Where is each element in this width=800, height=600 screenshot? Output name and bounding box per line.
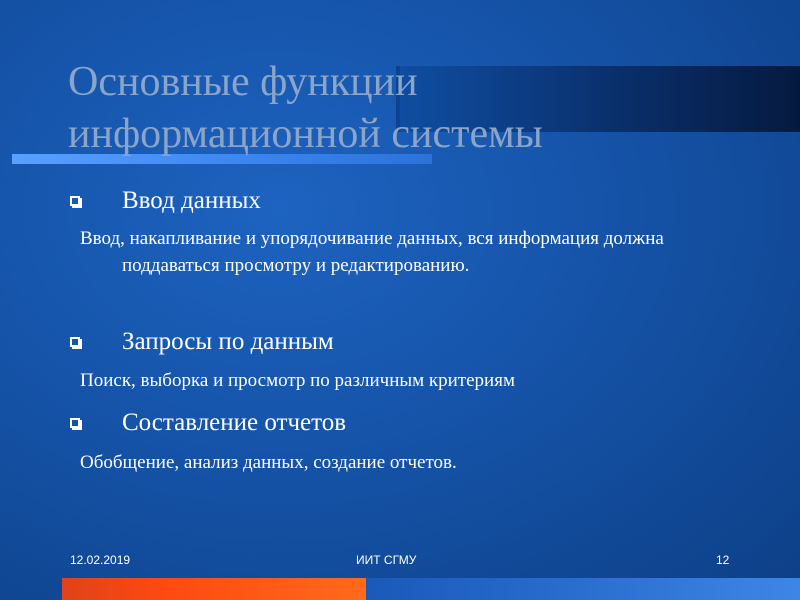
- title-line-2: информационной системы: [68, 111, 543, 157]
- footer-center-text: ИИТ СГМУ: [356, 553, 417, 567]
- checkbox-bullet-icon: [70, 337, 80, 347]
- checkbox-bullet-icon: [70, 196, 80, 206]
- bullet-description: Обобщение, анализ данных, создание отчетов.: [80, 452, 457, 473]
- title-line-1: Основные функции: [68, 59, 418, 105]
- bullet-heading: Ввод данных: [122, 187, 261, 214]
- bullet-heading: Запросы по данным: [122, 328, 334, 355]
- bottom-blue-bar: [366, 578, 800, 600]
- checkbox-bullet-icon: [70, 418, 80, 428]
- bullet-description: Ввод, накапливание и упорядочивание данных, вся информация должна поддаваться просмотру и редактированию.: [80, 228, 664, 276]
- bullet-heading: Составление отчетов: [122, 409, 347, 436]
- list-item: [70, 186, 261, 216]
- list-item: [70, 327, 334, 357]
- footer-page-number: 12: [716, 553, 730, 567]
- bottom-red-bar: [62, 578, 366, 600]
- footer-date: 12.02.2019: [70, 553, 131, 567]
- list-item: [70, 408, 347, 438]
- bullet-description: Поиск, выборка и просмотр по различным критериям: [80, 370, 515, 391]
